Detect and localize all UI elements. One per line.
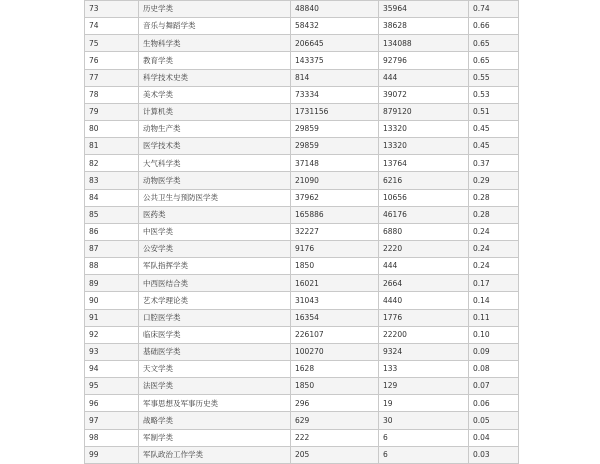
value-b-cell: 13764 <box>379 155 469 172</box>
rank-cell: 87 <box>85 240 139 257</box>
value-b-cell: 13320 <box>379 138 469 155</box>
value-a-cell: 31043 <box>291 292 379 309</box>
ratio-cell: 0.37 <box>469 155 519 172</box>
category-cell: 大气科学类 <box>139 155 291 172</box>
rank-cell: 97 <box>85 412 139 429</box>
table-row <box>85 206 519 223</box>
rank-cell: 95 <box>85 378 139 395</box>
value-a-cell: 629 <box>291 412 379 429</box>
rank-cell: 75 <box>85 35 139 52</box>
table-row <box>85 412 519 429</box>
table-row <box>85 378 519 395</box>
category-cell: 科学技术史类 <box>139 69 291 86</box>
value-b-cell: 38628 <box>379 18 469 35</box>
value-b-cell: 35964 <box>379 1 469 18</box>
ratio-cell: 0.65 <box>469 52 519 69</box>
rank-cell: 76 <box>85 52 139 69</box>
value-a-cell: 100270 <box>291 343 379 360</box>
ratio-cell: 0.51 <box>469 103 519 120</box>
ratio-cell: 0.24 <box>469 223 519 240</box>
ratio-cell: 0.07 <box>469 378 519 395</box>
rank-cell: 85 <box>85 206 139 223</box>
rank-cell: 78 <box>85 86 139 103</box>
category-cell: 军队政治工作学类 <box>139 446 291 463</box>
table-row <box>85 446 519 463</box>
value-a-cell: 29859 <box>291 120 379 137</box>
table-row <box>85 429 519 446</box>
ratio-cell: 0.45 <box>469 120 519 137</box>
table-body <box>85 1 519 464</box>
rank-cell: 81 <box>85 138 139 155</box>
ratio-cell: 0.66 <box>469 18 519 35</box>
ratio-cell: 0.24 <box>469 258 519 275</box>
value-b-cell: 129 <box>379 378 469 395</box>
category-cell: 计算机类 <box>139 103 291 120</box>
value-b-cell: 9324 <box>379 343 469 360</box>
rank-cell: 83 <box>85 172 139 189</box>
category-cell: 教育学类 <box>139 52 291 69</box>
rank-cell: 89 <box>85 275 139 292</box>
value-a-cell: 16021 <box>291 275 379 292</box>
table-row <box>85 223 519 240</box>
value-b-cell: 10656 <box>379 189 469 206</box>
value-b-cell: 92796 <box>379 52 469 69</box>
category-cell: 生物科学类 <box>139 35 291 52</box>
value-b-cell: 6 <box>379 446 469 463</box>
value-a-cell: 226107 <box>291 326 379 343</box>
ratio-cell: 0.28 <box>469 206 519 223</box>
category-cell: 军事思想及军事历史类 <box>139 395 291 412</box>
value-b-cell: 19 <box>379 395 469 412</box>
category-cell: 军队指挥学类 <box>139 258 291 275</box>
category-cell: 基础医学类 <box>139 343 291 360</box>
ratio-cell: 0.10 <box>469 326 519 343</box>
ratio-cell: 0.29 <box>469 172 519 189</box>
rank-cell: 80 <box>85 120 139 137</box>
value-a-cell: 1850 <box>291 258 379 275</box>
rank-cell: 77 <box>85 69 139 86</box>
value-a-cell: 48840 <box>291 1 379 18</box>
value-b-cell: 444 <box>379 258 469 275</box>
table-row <box>85 172 519 189</box>
ratio-cell: 0.24 <box>469 240 519 257</box>
ratio-cell: 0.17 <box>469 275 519 292</box>
category-cell: 口腔医学类 <box>139 309 291 326</box>
rank-cell: 84 <box>85 189 139 206</box>
ratio-cell: 0.05 <box>469 412 519 429</box>
rank-cell: 74 <box>85 18 139 35</box>
table-row <box>85 360 519 377</box>
table-row <box>85 343 519 360</box>
value-a-cell: 32227 <box>291 223 379 240</box>
value-a-cell: 9176 <box>291 240 379 257</box>
rank-cell: 88 <box>85 258 139 275</box>
table-row <box>85 69 519 86</box>
category-cell: 美术学类 <box>139 86 291 103</box>
rank-cell: 86 <box>85 223 139 240</box>
ratio-cell: 0.04 <box>469 429 519 446</box>
table-row <box>85 395 519 412</box>
category-cell: 艺术学理论类 <box>139 292 291 309</box>
category-cell: 医药类 <box>139 206 291 223</box>
category-cell: 公安学类 <box>139 240 291 257</box>
category-cell: 医学技术类 <box>139 138 291 155</box>
value-b-cell: 6216 <box>379 172 469 189</box>
category-cell: 动物医学类 <box>139 172 291 189</box>
rank-cell: 73 <box>85 1 139 18</box>
table-row <box>85 155 519 172</box>
table-row <box>85 275 519 292</box>
value-a-cell: 1731156 <box>291 103 379 120</box>
category-cell: 天文学类 <box>139 360 291 377</box>
category-cell: 中医学类 <box>139 223 291 240</box>
ratio-cell: 0.55 <box>469 69 519 86</box>
value-a-cell: 21090 <box>291 172 379 189</box>
value-a-cell: 16354 <box>291 309 379 326</box>
value-a-cell: 296 <box>291 395 379 412</box>
value-b-cell: 4440 <box>379 292 469 309</box>
ratio-cell: 0.53 <box>469 86 519 103</box>
value-b-cell: 134088 <box>379 35 469 52</box>
table-row <box>85 103 519 120</box>
table-row <box>85 86 519 103</box>
category-cell: 战略学类 <box>139 412 291 429</box>
table-row <box>85 52 519 69</box>
ratio-cell: 0.11 <box>469 309 519 326</box>
category-cell: 法医学类 <box>139 378 291 395</box>
category-cell: 公共卫生与预防医学类 <box>139 189 291 206</box>
table-row <box>85 292 519 309</box>
ratio-cell: 0.65 <box>469 35 519 52</box>
category-cell: 军制学类 <box>139 429 291 446</box>
value-a-cell: 73334 <box>291 86 379 103</box>
value-b-cell: 13320 <box>379 120 469 137</box>
ratio-cell: 0.08 <box>469 360 519 377</box>
rank-cell: 96 <box>85 395 139 412</box>
value-a-cell: 1850 <box>291 378 379 395</box>
rank-cell: 92 <box>85 326 139 343</box>
value-a-cell: 222 <box>291 429 379 446</box>
ratio-cell: 0.14 <box>469 292 519 309</box>
value-a-cell: 37962 <box>291 189 379 206</box>
table-row <box>85 120 519 137</box>
value-b-cell: 46176 <box>379 206 469 223</box>
ratio-cell: 0.74 <box>469 1 519 18</box>
value-a-cell: 165886 <box>291 206 379 223</box>
category-cell: 动物生产类 <box>139 120 291 137</box>
value-a-cell: 206645 <box>291 35 379 52</box>
value-b-cell: 39072 <box>379 86 469 103</box>
rank-cell: 82 <box>85 155 139 172</box>
table-row <box>85 1 519 18</box>
ratio-cell: 0.03 <box>469 446 519 463</box>
value-b-cell: 879120 <box>379 103 469 120</box>
value-b-cell: 444 <box>379 69 469 86</box>
table-row <box>85 258 519 275</box>
value-a-cell: 37148 <box>291 155 379 172</box>
ratio-cell: 0.28 <box>469 189 519 206</box>
table-row <box>85 189 519 206</box>
value-b-cell: 1776 <box>379 309 469 326</box>
table-row <box>85 309 519 326</box>
category-cell: 中西医结合类 <box>139 275 291 292</box>
category-cell: 音乐与舞蹈学类 <box>139 18 291 35</box>
value-b-cell: 133 <box>379 360 469 377</box>
value-a-cell: 814 <box>291 69 379 86</box>
value-b-cell: 22200 <box>379 326 469 343</box>
table-row <box>85 18 519 35</box>
value-b-cell: 6880 <box>379 223 469 240</box>
category-cell: 临床医学类 <box>139 326 291 343</box>
rank-cell: 98 <box>85 429 139 446</box>
value-b-cell: 6 <box>379 429 469 446</box>
table-row <box>85 35 519 52</box>
rank-cell: 91 <box>85 309 139 326</box>
value-b-cell: 2664 <box>379 275 469 292</box>
value-b-cell: 30 <box>379 412 469 429</box>
data-table <box>84 0 519 464</box>
rank-cell: 90 <box>85 292 139 309</box>
value-a-cell: 29859 <box>291 138 379 155</box>
rank-cell: 99 <box>85 446 139 463</box>
table-row <box>85 240 519 257</box>
value-a-cell: 1628 <box>291 360 379 377</box>
rank-cell: 94 <box>85 360 139 377</box>
table-row <box>85 138 519 155</box>
ratio-cell: 0.09 <box>469 343 519 360</box>
value-a-cell: 58432 <box>291 18 379 35</box>
value-b-cell: 2220 <box>379 240 469 257</box>
ratio-cell: 0.45 <box>469 138 519 155</box>
category-cell: 历史学类 <box>139 1 291 18</box>
rank-cell: 93 <box>85 343 139 360</box>
value-a-cell: 143375 <box>291 52 379 69</box>
value-a-cell: 205 <box>291 446 379 463</box>
ratio-cell: 0.06 <box>469 395 519 412</box>
table-row <box>85 326 519 343</box>
rank-cell: 79 <box>85 103 139 120</box>
